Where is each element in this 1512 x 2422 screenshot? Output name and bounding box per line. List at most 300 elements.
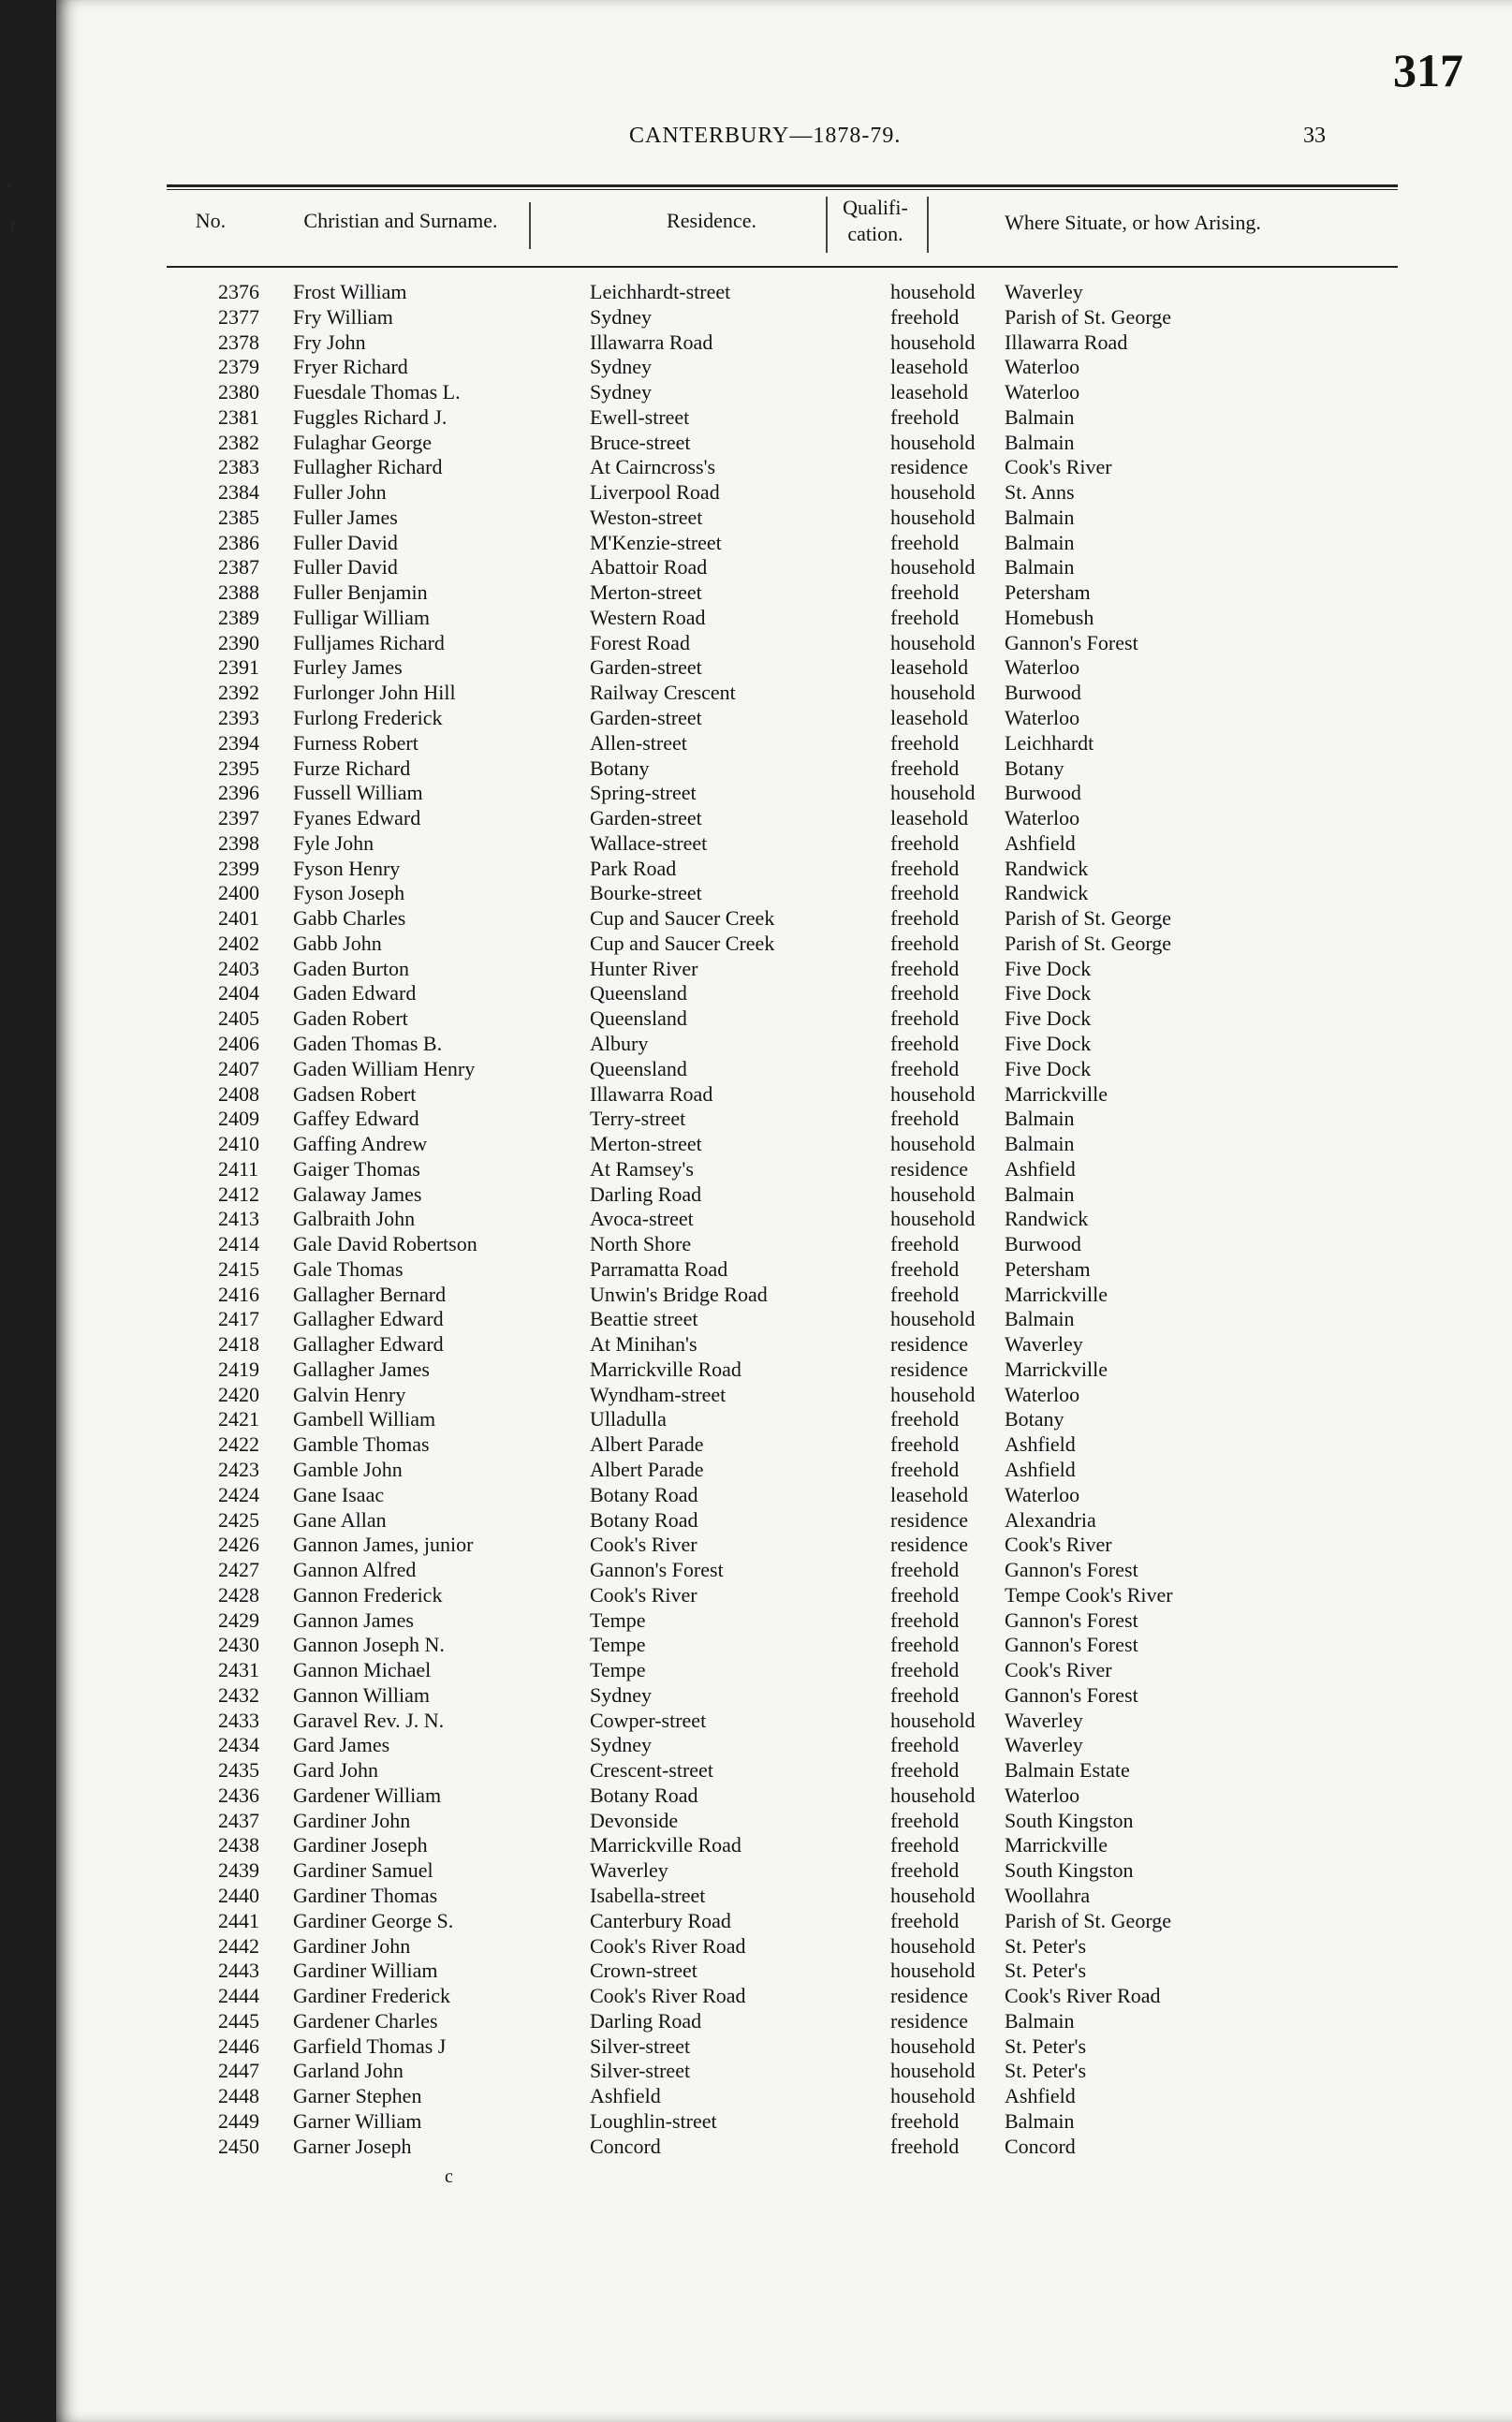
table-row [167, 655, 1384, 681]
header-bottom-rule [167, 266, 1398, 268]
table-row [167, 1709, 1384, 1734]
elector-where-situate: Randwick [1005, 1207, 1089, 1231]
table-row [167, 1032, 1384, 1057]
elector-where-situate: Marrickville [1005, 1282, 1108, 1306]
elector-name: Gabb Charles [293, 906, 406, 931]
elector-where-situate: Gannon's Forest [1005, 1633, 1138, 1657]
table-row [167, 1182, 1384, 1208]
elector-qualification: freehold [890, 856, 960, 880]
elector-name: Gallagher Edward [293, 1332, 444, 1357]
elector-qualification: freehold [890, 1432, 960, 1457]
elector-where-situate: Ashfield [1005, 1457, 1076, 1481]
elector-qualification: household [890, 630, 976, 654]
elector-qualification: freehold [890, 580, 960, 605]
row-number: 2430 [218, 1633, 259, 1657]
elector-where-situate: Tempe Cook's River [1005, 1582, 1173, 1607]
elector-qualification: household [890, 1933, 976, 1958]
elector-where-situate: Gannon's Forest [1005, 1607, 1138, 1632]
elector-where-situate: Balmain [1005, 1182, 1075, 1206]
row-number: 2390 [218, 630, 259, 654]
row-number: 2400 [218, 881, 259, 905]
row-number: 2421 [218, 1407, 259, 1431]
elector-name: Gardener Charles [293, 2008, 438, 2033]
row-number: 2396 [218, 781, 259, 805]
elector-name: Gardiner George S. [293, 1908, 454, 1932]
elector-residence: Sydney [590, 1733, 652, 1757]
elector-residence: Cup and Saucer Creek [590, 931, 775, 955]
elector-name: Gannon Joseph N. [293, 1633, 445, 1657]
elector-qualification: freehold [890, 2108, 960, 2133]
elector-residence: Allen-street [590, 730, 687, 755]
elector-residence: Isabella-street [590, 1884, 706, 1907]
elector-where-situate: Botany [1005, 1407, 1064, 1431]
row-number: 2383 [218, 455, 259, 479]
elector-qualification: freehold [890, 1682, 960, 1707]
elector-residence: Concord [590, 2134, 661, 2158]
elector-qualification: household [890, 2059, 976, 2083]
elector-qualification: leasehold [890, 806, 969, 830]
elector-name: Gamble Thomas [293, 1432, 430, 1457]
table-row [167, 1583, 1384, 1608]
table-row [167, 455, 1384, 480]
row-number: 2422 [218, 1432, 259, 1457]
table-row [167, 405, 1384, 431]
elector-residence: Merton-street [590, 1132, 702, 1156]
elector-residence: Terry-street [590, 1107, 686, 1131]
elector-where-situate: Parish of St. George [1005, 931, 1172, 955]
elector-where-situate: South Kingston [1005, 1808, 1134, 1832]
row-number: 2401 [218, 906, 259, 931]
elector-residence: North Shore [590, 1232, 692, 1256]
elector-where-situate: Balmain [1005, 1107, 1075, 1131]
elector-qualification: household [890, 1959, 976, 1983]
row-number: 2409 [218, 1107, 259, 1131]
row-number: 2448 [218, 2084, 259, 2108]
elector-qualification: freehold [890, 1006, 960, 1031]
elector-residence: Sydney [590, 380, 652, 404]
elector-name: Fussell William [293, 781, 423, 805]
elector-name: Gallagher Edward [293, 1307, 444, 1331]
page-number: 33 [1303, 124, 1326, 148]
elector-name: Fulljames Richard [293, 630, 445, 654]
elector-name: Fyanes Edward [293, 806, 421, 830]
elector-qualification: freehold [890, 956, 960, 980]
table-row [167, 1383, 1384, 1408]
elector-name: Gadsen Robert [293, 1081, 417, 1106]
elector-residence: Cook's River Road [590, 1984, 746, 2008]
elector-qualification: freehold [890, 1733, 960, 1757]
elector-residence: Sydney [590, 304, 652, 329]
elector-where-situate: Waterloo [1005, 706, 1080, 730]
elector-name: Gallagher Bernard [293, 1282, 447, 1306]
elector-qualification: freehold [890, 1833, 960, 1857]
table-row [167, 2109, 1384, 2135]
table-row [167, 580, 1384, 606]
elector-qualification: freehold [890, 1908, 960, 1932]
header-divider [826, 197, 828, 253]
elector-residence: Abattoir Road [590, 555, 708, 580]
row-number: 2384 [218, 480, 259, 505]
elector-residence: Leichhardt-street [590, 280, 731, 303]
row-number: 2419 [218, 1357, 259, 1381]
elector-residence: Liverpool Road [590, 480, 720, 505]
binding-mark [7, 183, 11, 187]
elector-residence: Albury [590, 1031, 649, 1055]
row-number: 2420 [218, 1382, 259, 1406]
table-row [167, 1157, 1384, 1182]
elector-name: Fuggles Richard J. [293, 404, 448, 429]
elector-where-situate: Balmain [1005, 1132, 1075, 1156]
elector-name: Galaway James [293, 1182, 422, 1206]
elector-where-situate: Burwood [1005, 681, 1081, 705]
table-row [167, 1959, 1384, 1984]
table-row [167, 1432, 1384, 1458]
elector-where-situate: Waterloo [1005, 1482, 1080, 1506]
elector-name: Gardiner Joseph [293, 1833, 428, 1857]
elector-name: Furness Robert [293, 730, 418, 755]
elector-qualification: freehold [890, 1282, 960, 1306]
elector-residence: Cook's River [590, 1582, 697, 1607]
table-row [167, 1082, 1384, 1108]
elector-where-situate: Waverley [1005, 1332, 1083, 1357]
elector-where-situate: Cook's River Road [1005, 1984, 1161, 2008]
signature-mark: c [445, 2166, 453, 2187]
table-row [167, 1633, 1384, 1658]
header-where-situate: Where Situate, or how Arising. [1005, 211, 1261, 234]
elector-name: Fulaghar George [293, 430, 433, 454]
row-number: 2417 [218, 1307, 259, 1331]
elector-residence: At Ramsey's [590, 1156, 694, 1181]
elector-where-situate: Marrickville [1005, 1833, 1108, 1857]
table-row [167, 1733, 1384, 1758]
elector-residence: Botany [590, 756, 650, 780]
elector-name: Gambell William [293, 1407, 436, 1431]
elector-where-situate: Homebush [1005, 605, 1094, 629]
elector-residence: Railway Crescent [590, 681, 736, 705]
table-row [167, 631, 1384, 656]
elector-name: Fulligar William [293, 605, 430, 629]
elector-where-situate: Balmain [1005, 555, 1075, 580]
table-row [167, 2059, 1384, 2084]
elector-qualification: household [890, 280, 976, 303]
elector-qualification: residence [890, 1357, 969, 1381]
elector-qualification: freehold [890, 1808, 960, 1832]
elector-residence: Gannon's Forest [590, 1558, 724, 1582]
elector-where-situate: South Kingston [1005, 1858, 1134, 1883]
elector-residence: Forest Road [590, 630, 690, 654]
elector-qualification: freehold [890, 1407, 960, 1431]
elector-residence: Waverley [590, 1858, 668, 1883]
elector-name: Gardiner John [293, 1933, 411, 1958]
table-row [167, 1683, 1384, 1709]
running-head: CANTERBURY—1878-79. [629, 124, 902, 148]
row-number: 2418 [218, 1332, 259, 1357]
elector-where-situate: St. Anns [1005, 480, 1075, 505]
elector-qualification: household [890, 505, 976, 529]
elector-residence: Devonside [590, 1808, 679, 1832]
row-number: 2378 [218, 330, 259, 354]
elector-where-situate: Waterloo [1005, 655, 1080, 680]
elector-qualification: freehold [890, 1107, 960, 1131]
row-number: 2412 [218, 1182, 259, 1206]
elector-residence: Cowper-street [590, 1708, 707, 1732]
elector-name: Gardiner Frederick [293, 1984, 450, 2008]
elector-qualification: freehold [890, 1658, 960, 1682]
row-number: 2431 [218, 1658, 259, 1682]
table-row [167, 1107, 1384, 1132]
elector-where-situate: St. Peter's [1005, 1933, 1087, 1958]
elector-residence: Sydney [590, 355, 652, 379]
table-row [167, 1483, 1384, 1508]
elector-name: Fuller James [293, 505, 398, 529]
elector-where-situate: Illawarra Road [1005, 330, 1128, 354]
elector-where-situate: Waterloo [1005, 806, 1080, 830]
row-number: 2442 [218, 1933, 259, 1958]
elector-qualification: household [890, 1182, 976, 1206]
elector-name: Fyson Joseph [293, 881, 405, 905]
elector-name: Frost William [293, 280, 407, 303]
elector-residence: Sydney [590, 1682, 652, 1707]
table-row [167, 731, 1384, 756]
elector-name: Garavel Rev. J. N. [293, 1708, 445, 1732]
elector-name: Gardener William [293, 1783, 442, 1807]
elector-qualification: freehold [890, 931, 960, 955]
elector-where-situate: Parish of St. George [1005, 1908, 1172, 1932]
elector-residence: Marrickville Road [590, 1833, 741, 1857]
elector-residence: Darling Road [590, 2008, 702, 2033]
row-number: 2443 [218, 1959, 259, 1983]
row-number: 2408 [218, 1081, 259, 1106]
elector-where-situate: Balmain [1005, 505, 1075, 529]
elector-qualification: freehold [890, 1256, 960, 1281]
table-row [167, 1934, 1384, 1960]
row-number: 2435 [218, 1758, 259, 1783]
row-number: 2399 [218, 856, 259, 880]
row-number: 2415 [218, 1256, 259, 1281]
table-row [167, 1608, 1384, 1634]
elector-name: Galbraith John [293, 1207, 416, 1231]
elector-residence: At Cairncross's [590, 455, 716, 479]
elector-name: Gale Thomas [293, 1256, 404, 1281]
elector-qualification: residence [890, 1507, 969, 1532]
row-number: 2445 [218, 2008, 259, 2033]
elector-qualification: leasehold [890, 655, 969, 680]
elector-name: Gaffey Edward [293, 1107, 419, 1131]
elector-qualification: freehold [890, 2134, 960, 2158]
table-row [167, 1558, 1384, 1583]
table-row [167, 1809, 1384, 1834]
elector-where-situate: Marrickville [1005, 1081, 1108, 1106]
row-number: 2416 [218, 1282, 259, 1306]
elector-where-situate: St. Peter's [1005, 1959, 1087, 1983]
row-number: 2411 [218, 1156, 259, 1181]
elector-name: Gaiger Thomas [293, 1156, 420, 1181]
row-number: 2395 [218, 756, 259, 780]
elector-residence: Crescent-street [590, 1758, 713, 1783]
elector-qualification: household [890, 2084, 976, 2108]
table-row [167, 355, 1384, 380]
header-no: No. [195, 209, 227, 232]
row-number: 2403 [218, 956, 259, 980]
header-name: Christian and Surname. [303, 209, 498, 232]
elector-where-situate: Waterloo [1005, 380, 1080, 404]
table-row [167, 506, 1384, 531]
row-number: 2386 [218, 530, 259, 554]
table-row [167, 881, 1384, 906]
table-row [167, 957, 1384, 982]
elector-where-situate: Balmain [1005, 430, 1075, 454]
elector-qualification: residence [890, 1156, 969, 1181]
elector-qualification: freehold [890, 981, 960, 1005]
table-row [167, 1858, 1384, 1884]
header-divider [529, 202, 531, 249]
elector-name: Garner William [293, 2108, 422, 2133]
elector-qualification: freehold [890, 1056, 960, 1080]
elector-qualification: household [890, 781, 976, 805]
elector-residence: Darling Road [590, 1182, 702, 1206]
row-number: 2387 [218, 555, 259, 580]
row-number: 2413 [218, 1207, 259, 1231]
elector-qualification: household [890, 430, 976, 454]
row-number: 2446 [218, 2033, 259, 2058]
header-top-rule [167, 184, 1398, 187]
elector-residence: Weston-street [590, 505, 703, 529]
row-number: 2425 [218, 1507, 259, 1532]
elector-residence: Illawarra Road [590, 1081, 713, 1106]
elector-qualification: leasehold [890, 355, 969, 379]
elector-name: Gaden Thomas B. [293, 1031, 443, 1055]
elector-qualification: freehold [890, 1758, 960, 1783]
elector-name: Gaffing Andrew [293, 1132, 428, 1156]
elector-qualification: household [890, 1382, 976, 1406]
elector-where-situate: Leichhardt [1005, 730, 1094, 755]
table-row [167, 2034, 1384, 2060]
header-qualification: Qualifi- cation. [843, 196, 908, 245]
row-number: 2423 [218, 1457, 259, 1481]
row-number: 2436 [218, 1783, 259, 1807]
table-row [167, 1884, 1384, 1909]
elector-name: Gaden Robert [293, 1006, 408, 1031]
table-row [167, 756, 1384, 782]
elector-residence: At Minihan's [590, 1332, 697, 1357]
elector-qualification: household [890, 1884, 976, 1907]
elector-qualification: residence [890, 1533, 969, 1557]
header-divider [927, 197, 929, 253]
table-row [167, 305, 1384, 330]
elector-name: Gaden William Henry [293, 1056, 476, 1080]
elector-name: Fullagher Richard [293, 455, 443, 479]
row-number: 2433 [218, 1708, 259, 1732]
elector-residence: Tempe [590, 1633, 646, 1657]
elector-where-situate: Cook's River [1005, 1658, 1112, 1682]
elector-name: Gannon James, junior [293, 1533, 474, 1557]
elector-where-situate: Burwood [1005, 781, 1081, 805]
table-row [167, 1057, 1384, 1082]
elector-name: Gannon Alfred [293, 1558, 417, 1582]
elector-residence: Bourke-street [590, 881, 702, 905]
elector-qualification: residence [890, 2008, 969, 2033]
elector-name: Gannon Michael [293, 1658, 432, 1682]
elector-name: Furley James [293, 655, 403, 680]
elector-qualification: household [890, 1207, 976, 1231]
elector-name: Gard John [293, 1758, 379, 1783]
elector-qualification: household [890, 480, 976, 505]
row-number: 2402 [218, 931, 259, 955]
elector-qualification: freehold [890, 404, 960, 429]
elector-qualification: household [890, 2033, 976, 2058]
row-number: 2389 [218, 605, 259, 629]
row-number: 2437 [218, 1808, 259, 1832]
elector-residence: Bruce-street [590, 430, 691, 454]
row-number: 2424 [218, 1482, 259, 1506]
elector-name: Gamble John [293, 1457, 403, 1481]
elector-qualification: leasehold [890, 706, 969, 730]
elector-residence: Park Road [590, 856, 677, 880]
elector-qualification: leasehold [890, 380, 969, 404]
table-row [167, 857, 1384, 882]
table-row [167, 906, 1384, 932]
row-number: 2397 [218, 806, 259, 830]
elector-where-situate: St. Peter's [1005, 2059, 1087, 2083]
row-number: 2391 [218, 655, 259, 680]
row-number: 2385 [218, 505, 259, 529]
elector-where-situate: Cook's River [1005, 455, 1112, 479]
elector-qualification: freehold [890, 881, 960, 905]
table-row [167, 1984, 1384, 2009]
elector-name: Gabb John [293, 931, 382, 955]
table-row [167, 932, 1384, 957]
table-row [167, 1508, 1384, 1534]
elector-qualification: household [890, 1307, 976, 1331]
elector-residence: Western Road [590, 605, 706, 629]
document-page [56, 0, 1512, 2422]
elector-residence: Garden-street [590, 655, 702, 680]
elector-where-situate: Petersham [1005, 1256, 1091, 1281]
elector-qualification: freehold [890, 605, 960, 629]
row-number: 2414 [218, 1232, 259, 1256]
table-row [167, 831, 1384, 857]
elector-name: Gale David Robertson [293, 1232, 477, 1256]
elector-residence: Tempe [590, 1658, 646, 1682]
elector-name: Garfield Thomas J [293, 2033, 447, 2058]
table-row [167, 706, 1384, 731]
elector-qualification: freehold [890, 906, 960, 931]
elector-name: Fuller David [293, 530, 398, 554]
row-number: 2449 [218, 2108, 259, 2133]
elector-name: Fuesdale Thomas L. [293, 380, 461, 404]
row-number: 2379 [218, 355, 259, 379]
elector-name: Gardiner Thomas [293, 1884, 438, 1907]
elector-name: Fuller Benjamin [293, 580, 428, 605]
elector-where-situate: Botany [1005, 756, 1064, 780]
table-row [167, 330, 1384, 356]
elector-residence: Unwin's Bridge Road [590, 1282, 768, 1306]
elector-residence: Garden-street [590, 806, 702, 830]
table-row [167, 1006, 1384, 1032]
table-row [167, 555, 1384, 580]
row-number: 2404 [218, 981, 259, 1005]
elector-qualification: freehold [890, 756, 960, 780]
elector-residence: Albert Parade [590, 1457, 704, 1481]
elector-qualification: household [890, 330, 976, 354]
elector-residence: Merton-street [590, 580, 702, 605]
elector-qualification: household [890, 1708, 976, 1732]
elector-where-situate: Gannon's Forest [1005, 1558, 1138, 1582]
elector-where-situate: Alexandria [1005, 1507, 1096, 1532]
table-row [167, 1533, 1384, 1558]
table-row [167, 431, 1384, 456]
table-row [167, 1758, 1384, 1783]
